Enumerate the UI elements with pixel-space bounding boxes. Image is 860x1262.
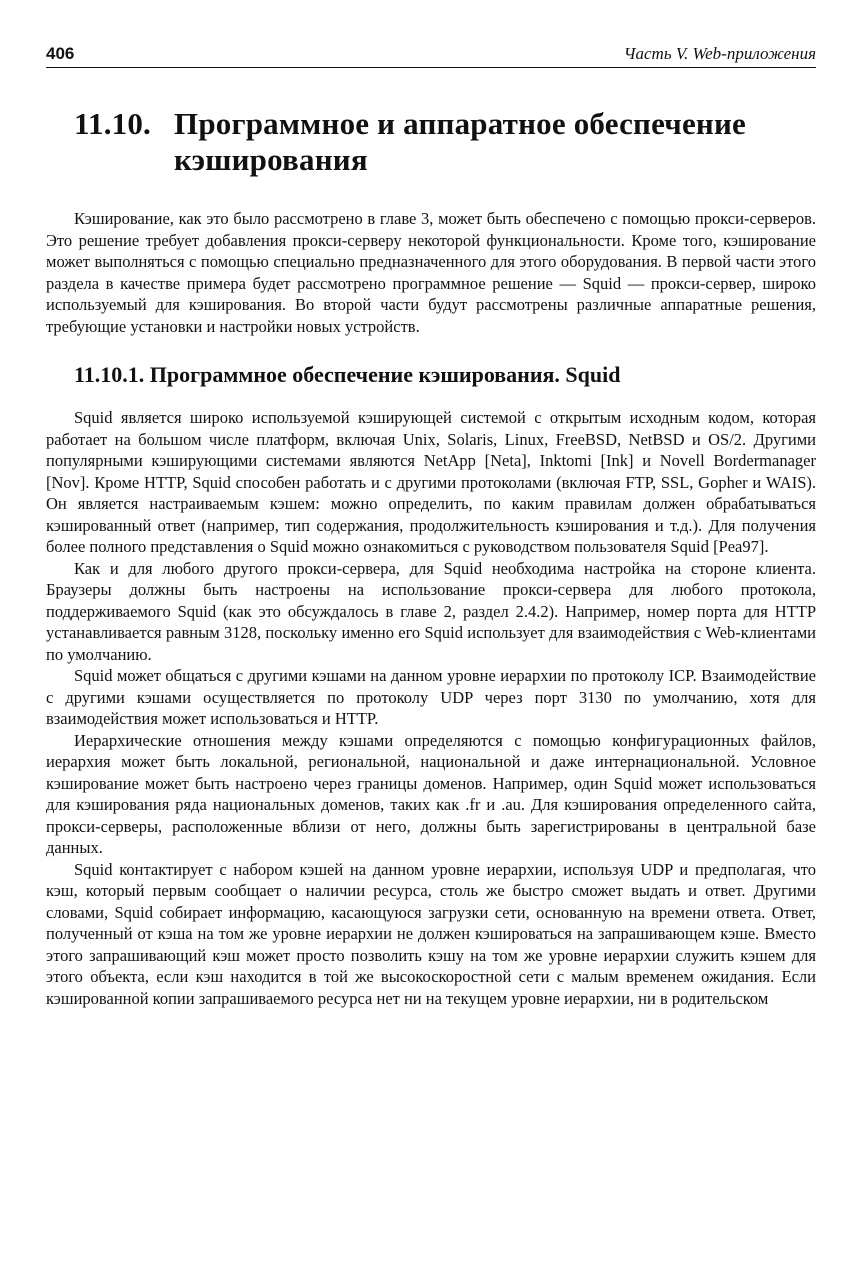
body-paragraph: Squid контактирует с набором кэшей на данном уровне иерархии, используя UDP и предполагая, что кэш, который первым сообщает о наличии ресурса, столь же быстро сможет выдать и ответ. Другими словами, Squid собирает информацию, касающуюся загрузки сети, основанную на времени ответа. Ответ, полученный от кэша на том же уровне иерархии не должен кэшироваться на запрашивающем кэше. Вместо этого запрашивающий кэш может просто позволить кэшу на том же уровне иерархии служить кэшем для этого объекта, если кэш находится в той же высокоскоростной сети с малым временем ожидания. Если кэшированной копии запрашиваемого ресурса нет ни на текущем уровне иерархии, ни в родительском: [46, 859, 816, 1008]
part-title: Часть V. Web-приложения: [623, 44, 816, 63]
chapter-heading: [46, 106, 816, 178]
book-page: [46, 36, 816, 1009]
chapter-number: 11.10.: [74, 106, 151, 141]
intro-block: [46, 208, 816, 337]
intro-paragraph: Кэширование, как это было рассмотрено в главе 3, может быть обеспечено с помощью прокси-серверов. Это решение требует добавления прокси-серверу некоторой функциональности. Кроме того, кэширование может выполняться с помощью специально предназначенного для этого оборудования. В первой части этого раздела в качестве примера будет рассмотрено программное решение — Squid — прокси-сервер, широко используемый для кэширования. Во второй части будут рассмотрены различные аппаратные решения, требующие установки и настройки новых устройств.: [46, 209, 816, 336]
running-head: [46, 36, 816, 68]
page-number: 406: [46, 44, 75, 63]
chapter-title: Программное и аппаратное обеспечение кэширования: [174, 106, 746, 177]
section-body: [46, 407, 816, 1009]
body-paragraph: Squid является широко используемой кэширующей системой с открытым исходным кодом, которая работает на большом числе платформ, включая Unix, Solaris, Linux, FreeBSD, NetBSD и OS/2. Другими популярными кэширующими системами являются NetApp [Neta], Inktomi [Ink] и Novell Bordermanager [Nov]. Кроме HTTP, Squid способен работать и с другими протоколами (включая FTP, SSL, Gopher и WAIS). Он является настраиваемым кэшем: можно определить, по каким правилам должен обрабатываться кэшированный ответ (например, тип содержания, продолжительность кэширования и т.д.). Для получения более полного представления о Squid можно ознакомиться с руководством пользователя Squid [Pea97].: [46, 408, 816, 556]
body-paragraph: Squid может общаться с другими кэшами на данном уровне иерархии по протоколу ICP. Взаимодействие с другими кэшами осуществляется по протоколу UDP через порт 3130 по умолчанию, хотя для взаимодействия может использоваться и HTTP.: [46, 666, 816, 728]
section-heading: 11.10.1. Программное обеспечение кэширования. Squid: [74, 362, 621, 387]
body-paragraph: Как и для любого другого прокси-сервера, для Squid необходима настройка на стороне клиента. Браузеры должны быть настроены на использование прокси-сервера для любого протокола, поддерживаемого Squid (как это обсуждалось в главе 2, раздел 2.4.2). Например, номер порта для HTTP устанавливается равным 3128, поскольку именно его Squid использует для взаимодействия с Web-клиентами по умолчанию.: [46, 558, 816, 664]
body-paragraph: Иерархические отношения между кэшами определяются с помощью конфигурационных файлов, иерархия может быть локальной, региональной, национальной и даже интернациональной. Условное кэширование может быть настроено через границы доменов. Например, один Squid может использоваться для кэширования ряда национальных доменов, таких как .fr и .au. Для кэширования определенного сайта, прокси-серверы, расположенные вблизи от него, должны быть зарегистрированы в центральной базе данных.: [46, 730, 816, 857]
